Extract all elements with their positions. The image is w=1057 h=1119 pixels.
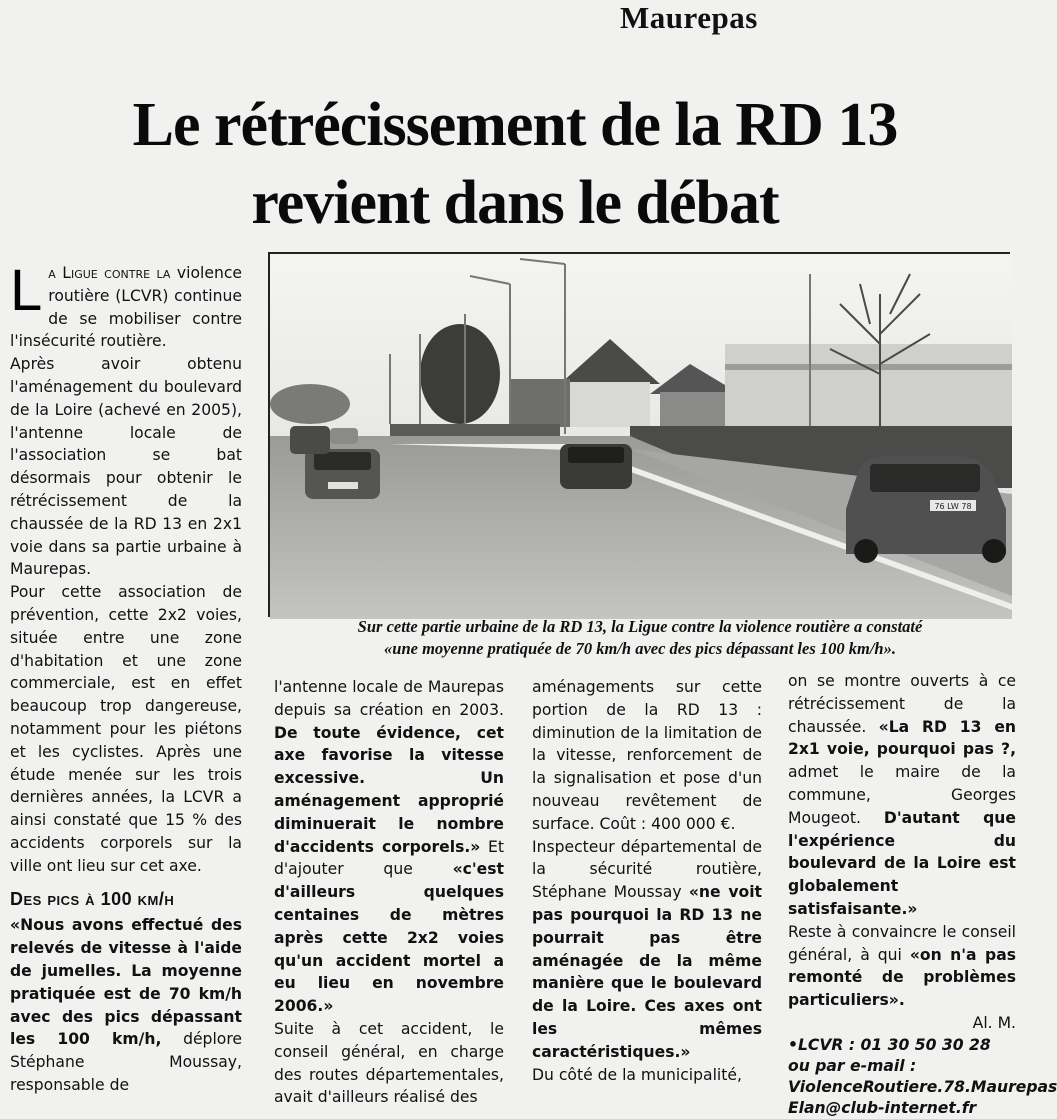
paragraph: Pour cette association de prévention, cette 2x2 voies, située entre une zone d'habitation et une zone commerciale, est en effet beaucoup trop dangereuse, notamment pour les piétons et les cyclistes. Après une étude menée sur les trois dernières années, la LCVR a ainsi constaté que 15 % des accidents corporels sur la ville ont lieu sur cet axe. — [10, 583, 242, 875]
paragraph — [532, 836, 762, 1064]
street-photo — [268, 252, 1010, 617]
quote-text: «c'est d'ailleurs quelques centaines de mètres après cette 2x2 voies qu'un accident mortel a eu lieu en novembre 2006.» — [274, 860, 504, 1016]
car-right — [846, 456, 1006, 563]
quote-text: «ne voit pas pourquoi la RD 13 ne pourrait pas être aménagée de la même manière que le boulevard de la Loire. Ces axes ont les mêmes caractéristiques.» — [532, 883, 762, 1061]
caption-line-1: Sur cette partie urbaine de la RD 13, la Ligue contre la violence routière a constaté — [357, 617, 923, 636]
paragraph — [10, 914, 242, 1096]
article-column-4 — [788, 670, 1057, 1119]
contact-email-line-1: ViolenceRoutiere.78.Maurepas — [788, 1077, 1057, 1096]
contact-phone: •LCVR : 01 30 50 30 28 — [788, 1035, 991, 1054]
quote-text: «La RD 13 en 2x1 voie, pourquoi pas ?, — [788, 717, 1017, 759]
paragraph: Suite à cet accident, le conseil général, en charge des routes départementales, avait d'ailleurs réalisé des — [274, 1019, 504, 1107]
paragraph — [788, 670, 1016, 921]
paragraph: aménagements sur cette portion de la RD 13 : diminution de la limitation de la vitesse, renforcement de la signalisation et pose d'un nouveau revêtement de surface. Coût : 400 000 €. — [532, 678, 762, 833]
paragraph: Du côté de la municipalité, — [532, 1065, 742, 1084]
contact-email-line-2: Elan@club-internet.fr — [788, 1098, 977, 1117]
car-center — [560, 444, 632, 489]
paragraph-text: déplore Stéphane Moussay, responsable de — [10, 1030, 242, 1094]
paragraph: Après avoir obtenu l'aménagement du boulevard de la Loire (achevé en 2005), l'antenne locale de l'association se bat désormais pour obtenir le rétrécissement de la chaussée de la RD 13 en 2x1 voie dans sa partie urbaine à Maurepas. — [10, 355, 242, 579]
article-column-2 — [274, 676, 504, 1109]
subheading: Des pics à 100 km/h — [10, 888, 175, 909]
author-signature: Al. M. — [972, 1013, 1016, 1032]
paragraph-text: admet le maire de la commune, Georges Mougeot. — [788, 763, 1016, 827]
headline-line-1: Le rétrécissement de la RD 13 — [132, 91, 898, 159]
paragraph-text: l'antenne locale de Maurepas depuis sa création en 2003. — [274, 678, 504, 719]
lead-text: violence routière (LCVR) continue de se mobiliser contre l'insécurité routière. — [10, 264, 242, 351]
article-column-1 — [10, 258, 242, 1097]
car-left — [305, 449, 380, 499]
quote-text: D'autant que l'expérience du boulevard de la Loire est globalement satisfaisante.» — [788, 808, 1016, 918]
paragraph-text: Et d'ajouter que — [274, 837, 504, 879]
lead-paragraph — [10, 258, 242, 353]
lead-small-caps: a Ligue contre la — [48, 264, 171, 282]
quote-text: De toute évidence, cet axe favorise la vitesse excessive. Un aménagement approprié diminuerait le nombre d'accidents corporels.» — [274, 723, 504, 856]
caption-line-2: «une moyenne pratiquée de 70 km/h avec des pics dépassant les 100 km/h». — [384, 639, 896, 658]
headline-line-2: revient dans le débat — [251, 169, 779, 237]
paragraph-text: Inspecteur départemental de la sécurité routière, Stéphane Moussay — [532, 837, 762, 902]
photo-caption — [270, 616, 1010, 660]
quote-text: «on n'a pas remonté de problèmes particuliers». — [788, 945, 1016, 1010]
drop-cap: L — [10, 258, 43, 323]
quote-text: «Nous avons effectué des relevés de vitesse à l'aide de jumelles. La moyenne pratiquée est de 70 km/h avec des pics dépassant les 100 km/h, — [10, 916, 242, 1049]
road-scene-illustration — [270, 254, 1012, 619]
contact-block — [788, 1035, 1057, 1119]
license-plate: 76 LW 78 — [934, 502, 972, 511]
paragraph — [274, 676, 504, 1018]
paragraph-text: Reste à convaincre le conseil général, à qui — [788, 922, 1016, 964]
paragraph — [788, 921, 1016, 1035]
article-column-3 — [532, 676, 762, 1086]
paragraph-text: on se montre ouverts à ce rétrécissement de la chaussée. — [788, 672, 1016, 736]
headline — [20, 86, 1010, 242]
section-name: Maurepas — [620, 0, 758, 35]
contact-email-label: ou par e-mail : — [788, 1056, 917, 1075]
